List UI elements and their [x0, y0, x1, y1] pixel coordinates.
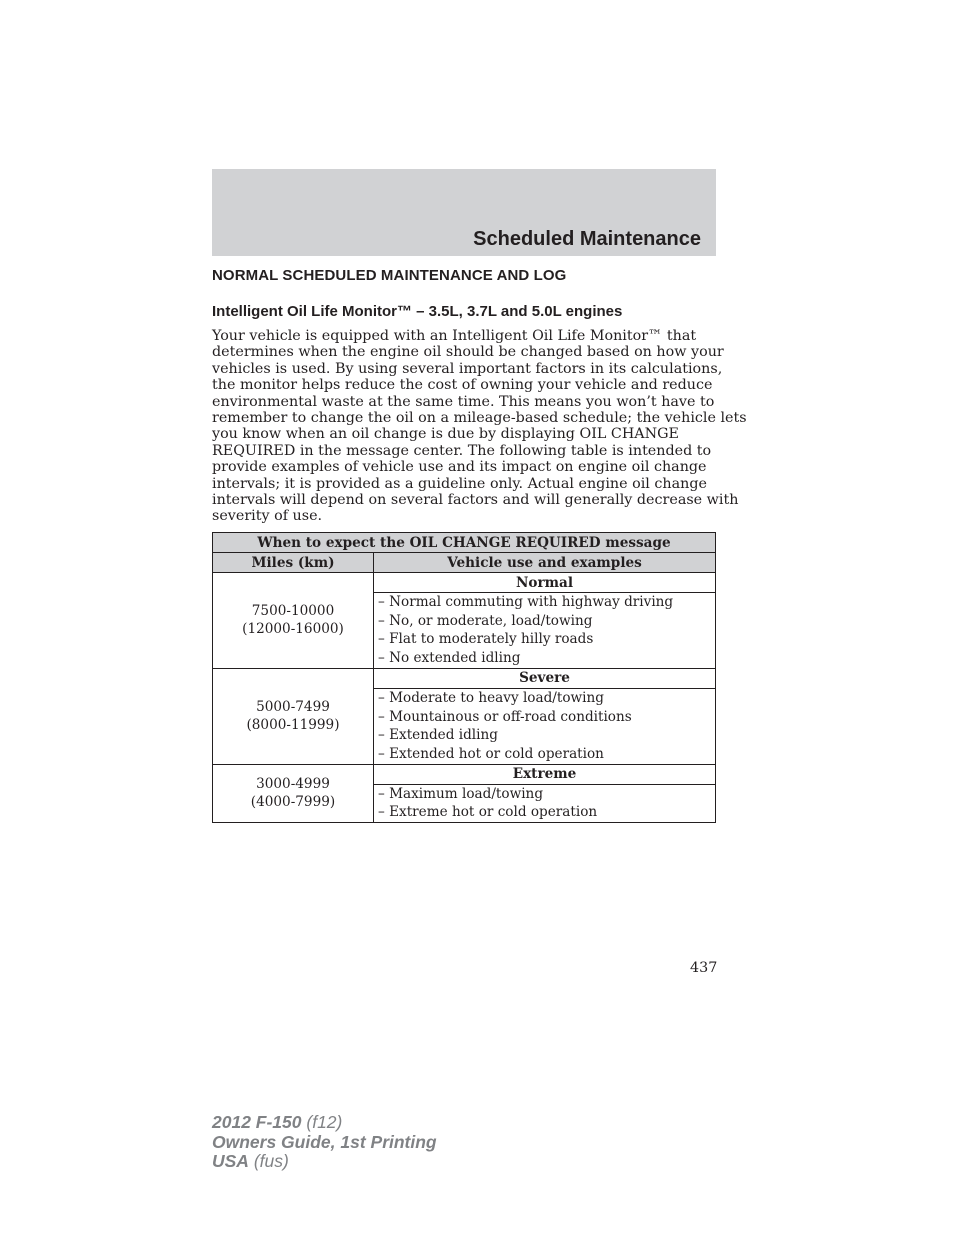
body-line: intervals will depend on several factors and will generally decrease with — [212, 492, 739, 509]
body-line: the monitor helps reduce the cost of owning your vehicle and reduce — [212, 377, 713, 394]
body-line: severity of use. — [212, 508, 323, 525]
table-row — [213, 573, 716, 593]
body-line: vehicles is used. By using several important factors in its calculations, — [212, 360, 723, 377]
list-item: – No extended idling — [378, 650, 521, 667]
body-line: environmental waste at the same time. This means you won’t have to — [212, 393, 715, 410]
page-number: 437 — [690, 960, 718, 976]
body-paragraph — [212, 328, 747, 525]
list-item: – No, or moderate, load/towing — [378, 612, 593, 629]
items-cell — [374, 688, 716, 764]
footer-market-code: (fus) — [248, 1151, 289, 1171]
miles-value: 3000-4999 — [256, 775, 330, 792]
table-header-row — [213, 553, 716, 573]
list-item: – Flat to moderately hilly roads — [378, 631, 594, 648]
chapter-title: Scheduled Maintenance — [473, 228, 701, 250]
miles-cell — [213, 573, 374, 669]
footer-model-code: (f12) — [301, 1112, 343, 1132]
column-header-use: Vehicle use and examples — [374, 553, 716, 573]
km-value: (12000-16000) — [242, 621, 344, 638]
column-header-miles: Miles (km) — [213, 553, 374, 573]
body-line: intervals; it is provided as a guideline only. Actual engine oil change — [212, 475, 707, 492]
body-line: determines when the engine oil should be changed based on how your — [212, 344, 724, 361]
miles-cell — [213, 764, 374, 822]
footer-line-3 — [212, 1152, 437, 1172]
section-heading: NORMAL SCHEDULED MAINTENANCE AND LOG — [212, 267, 567, 284]
list-item: – Moderate to heavy load/towing — [378, 689, 604, 706]
footer-model: 2012 F-150 — [212, 1112, 302, 1132]
footer — [212, 1113, 437, 1172]
body-line: you know when an oil change is due by displaying OIL CHANGE — [212, 426, 679, 443]
body-line: Your vehicle is equipped with an Intelligent Oil Life Monitor™ that — [212, 328, 697, 344]
level-label: Extreme — [374, 764, 716, 784]
miles-value: 5000-7499 — [256, 698, 330, 715]
table-row — [213, 764, 716, 784]
level-label: Normal — [374, 573, 716, 593]
table-title: When to expect the OIL CHANGE REQUIRED message — [213, 533, 716, 553]
km-value: (8000-11999) — [246, 717, 340, 734]
footer-line-1 — [212, 1113, 437, 1133]
miles-value: 7500-10000 — [251, 602, 335, 619]
items-cell — [374, 593, 716, 669]
list-item: – Extended hot or cold operation — [378, 745, 604, 762]
body-line: provide examples of vehicle use and its impact on engine oil change — [212, 459, 707, 476]
body-line: REQUIRED in the message center. The following table is intended to — [212, 442, 712, 459]
miles-cell — [213, 668, 374, 764]
level-label: Severe — [374, 668, 716, 688]
oil-change-table — [212, 532, 716, 823]
list-item: – Mountainous or off-road conditions — [378, 708, 632, 725]
footer-line-2 — [212, 1133, 437, 1153]
table-title-row — [213, 533, 716, 553]
list-item: – Maximum load/towing — [378, 785, 544, 802]
footer-guide: Owners Guide, 1st Printing — [212, 1131, 437, 1152]
body-line: remember to change the oil on a mileage-based schedule; the vehicle lets — [212, 410, 747, 427]
list-item: – Extended idling — [378, 727, 498, 744]
list-item: – Extreme hot or cold operation — [378, 804, 598, 821]
header-band — [212, 169, 716, 256]
footer-market: USA — [212, 1151, 249, 1171]
table-row — [213, 668, 716, 688]
km-value: (4000-7999) — [250, 794, 336, 811]
items-cell — [374, 784, 716, 822]
sub-heading: Intelligent Oil Life Monitor™ – 3.5L, 3.7L and 5.0L engines — [212, 303, 623, 320]
list-item: – Normal commuting with highway driving — [378, 594, 674, 610]
